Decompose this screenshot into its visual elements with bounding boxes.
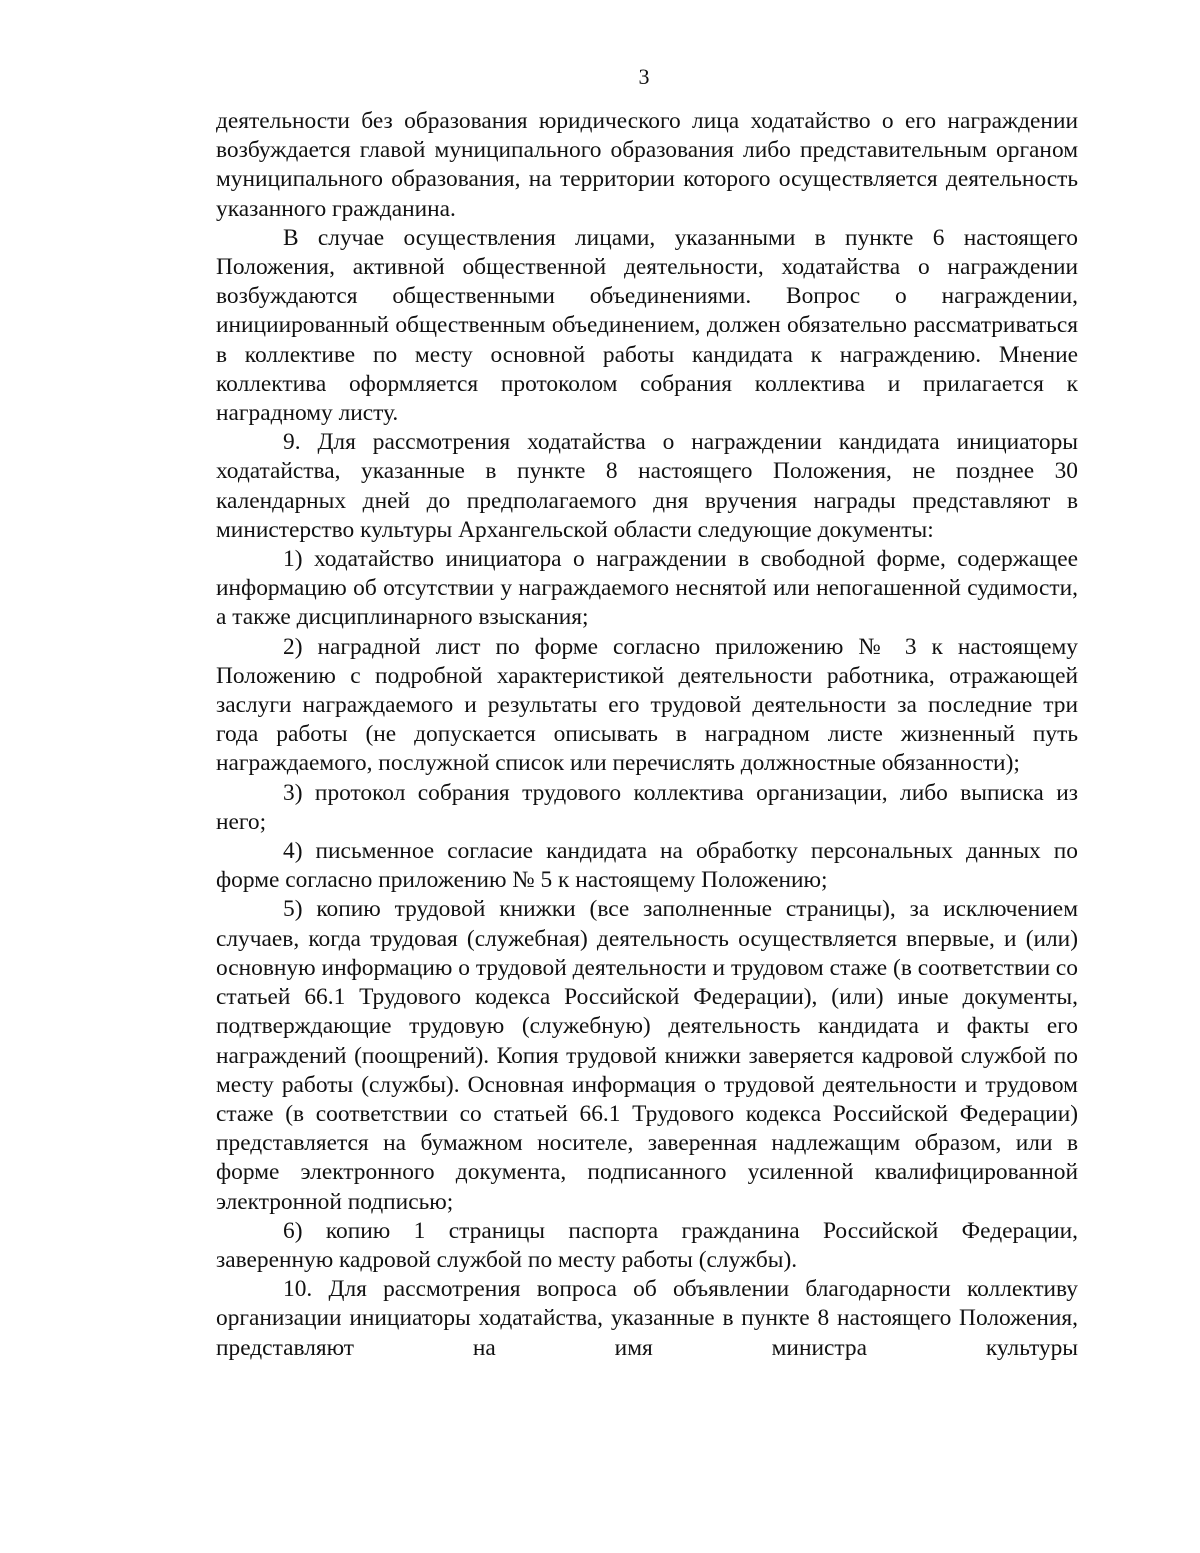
list-item-2: 2) наградной лист по форме согласно приложению № 3 к настоящему Положению с подробной характеристикой деятельности работника, отражающей заслуги награждаемого и результаты его трудовой деятельности за последние три года работы (не допускается описывать в наградном листе жизненный путь награждаемого, послужной список или перечислять должностные обязанности); bbox=[216, 633, 1078, 777]
list-item-1: 1) ходатайство инициатора о награждении в свободной форме, содержащее информацию об отсутствии у награждаемого неснятой или непогашенной судимости, а также дисциплинарного взыскания; bbox=[216, 546, 1078, 631]
list-item-6: 6) копию 1 страницы паспорта гражданина Российской Федерации, заверенную кадровой службой по месту работы (службы). bbox=[216, 1217, 1078, 1273]
list-item-4: 4) письменное согласие кандидата на обработку персональных данных по форме согласно приложению № 5 к настоящему Положению; bbox=[216, 838, 1078, 894]
paragraph-item-9: 9. Для рассмотрения ходатайства о награждении кандидата инициаторы ходатайства, указанные в пункте 8 настоящего Положения, не позднее 30 календарных дней до предполагаемого дня вручения награды представляют в министерство культуры Архангельской области следующие документы: bbox=[216, 429, 1078, 543]
document-body bbox=[216, 107, 1078, 1363]
list-item-5: 5) копию трудовой книжки (все заполненные страницы), за исключением случаев, когда трудовая (служебная) деятельность осуществляется впервые, и (или) основную информацию о трудовой деятельности и трудовом стаже (в соответствии со статьей 66.1 Трудового кодекса Российской Федерации), (или) иные документы, подтверждающие трудовую (служебную) деятельность кандидата и факты его награждений (поощрений). Копия трудовой книжки заверяется кадровой службой по месту работы (службы). Основная информация о трудовой деятельности и трудовом стаже (в соответствии со статьей 66.1 Трудового кодекса Российской Федерации) представляется на бумажном носителе, заверенная надлежащим образом, или в форме электронного документа, подписанного усиленной квалифицированной электронной подписью; bbox=[216, 896, 1078, 1215]
paragraph-item-10: 10. Для рассмотрения вопроса об объявлении благодарности коллективу организации инициаторы ходатайства, указанные в пункте 8 настоящего Положения, представляют на имя министра культуры bbox=[216, 1276, 1078, 1361]
list-item-3: 3) протокол собрания трудового коллектива организации, либо выписка из него; bbox=[216, 779, 1078, 835]
page-number: 3 bbox=[638, 64, 650, 89]
paragraph-public-associations: В случае осуществления лицами, указанными в пункте 6 настоящего Положения, активной общественной деятельности, ходатайства о награждении возбуждаются общественными объединениями. Вопрос о награждении, инициированный общественным объединением, должен обязательно рассматриваться в коллективе по месту основной работы кандидата к награждению. Мнение коллектива оформляется протоколом собрания коллектива и прилагается к наградному листу. bbox=[216, 224, 1078, 427]
paragraph-continuation: деятельности без образования юридического лица ходатайство о его награждении возбуждается главой муниципального образования либо представительным органом муниципального образования, на территории которого осуществляется деятельность указанного гражданина. bbox=[216, 108, 1078, 222]
